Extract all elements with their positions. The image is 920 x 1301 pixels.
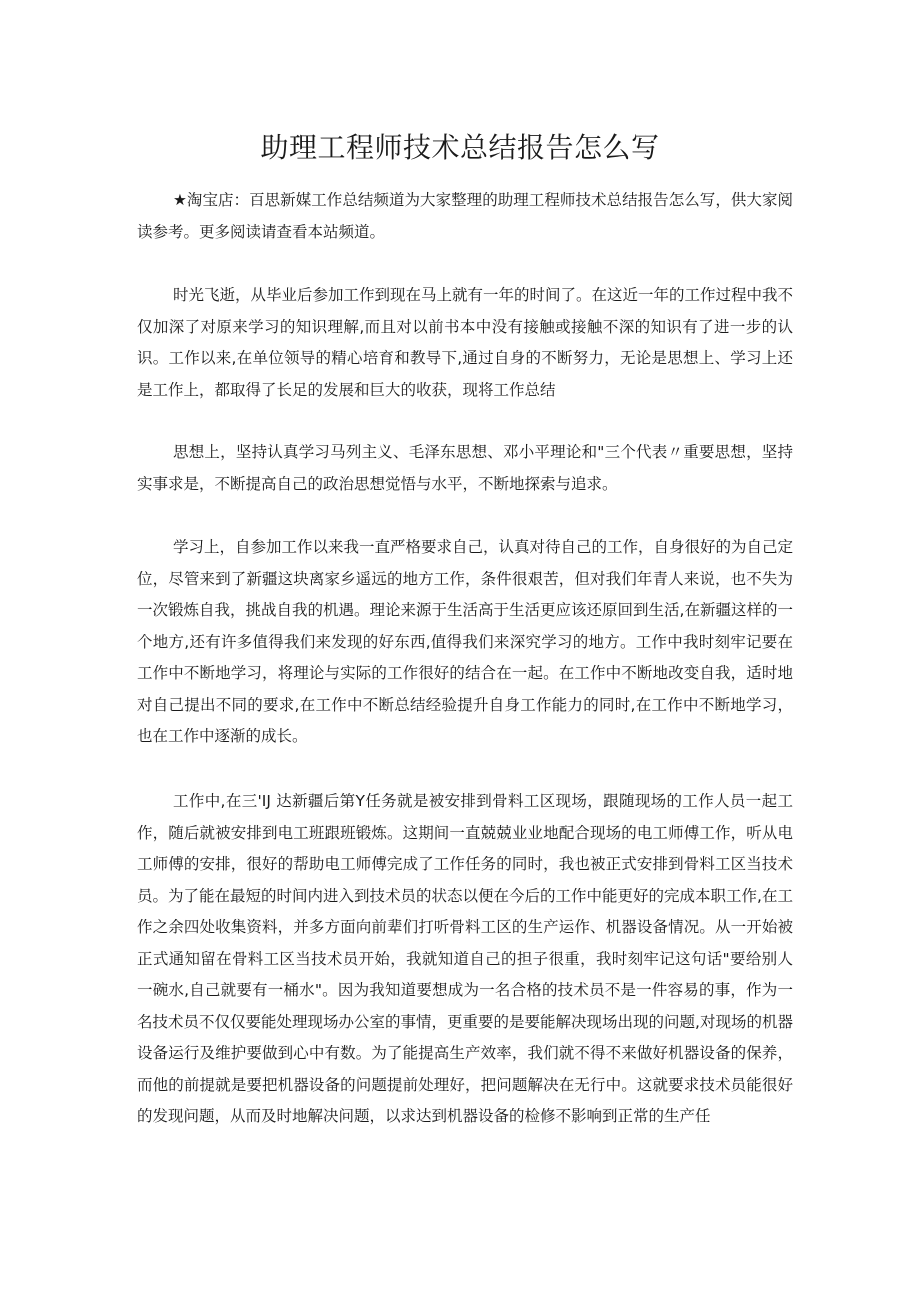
study-paragraph: 学习上，自参加工作以来我一直严格要求自己，认真对待自己的工作，自身很好的为自己定位，尽管来到了新疆这块离家乡遥远的地方工作，条件很艰苦，但对我们年青人来说，也不失为一次锻炼自我，挑战自我的机遇。理论来源于生活高于生活更应该还原回到生活,在新疆这样的一个地方,还有许多值得我们来发现的好东西,值得我们来深究学习的地方。工作中我时刻牢记要在工作中不断地学习，将理论与实际的工作很好的结合在一起。在工作中不断地改变自我，适时地对自己提出不同的要求,在工作中不断总结经验提升自身工作能力的同时,在工作中不断地学习，也在工作中逐渐的成长。 (137, 538, 794, 745)
document-title: 助理工程师技术总结报告怎么写 (260, 131, 660, 164)
work-paragraph: 工作中,在三'IJ 达新疆后第Y任务就是被安排到骨料工区现场，跟随现场的工作人员一起工作，随后就被安排到电工班跟班锻炼。这期间一直兢兢业业地配合现场的电工师傅工作，听从电工师傅的安排，很好的帮助电工师傅完成了工作任务的同时，我也被正式安排到骨料工区当技术员。为了能在最短的时间内进入到技术员的状态以便在今后的工作中能更好的完成本职工作,在工作之余四处收集资料，并多方面向前辈们打听骨料工区的生产运作、机器设备情况。从一开始被正式通知留在骨料工区当技术员开始，我就知道自己的担子很重，我时刻牢记这句话"要给别人一碗水,自己就要有一桶水"。因为我知道要想成为一名合格的技术员不是一件容易的事，作为一名技术员不仅仅要能处理现场办公室的事情，更重要的是要能解决现场出现的问题,对现场的机器设备运行及维护要做到心中有数。为了能提高生产效率，我们就不得不来做好机器设备的保养，而他的前提就是要把机器设备的问题提前处理好，把问题解决在无行中。这就要求技术员能很好的发现问题，从而及时地解决问题，以求达到机器设备的检修不影响到正常的生产任 (137, 792, 793, 1125)
ideology-paragraph: 思想上，坚持认真学习马列主义、毛泽东思想、邓小平理论和"三个代表〃重要思想，坚持实事求是，不断提高自己的政治思想觉悟与水平，不断地探索与追求。 (137, 443, 793, 493)
intro-paragraph: ★淘宝店：百思新媒工作总结频道为大家整理的助理工程师技术总结报告怎么写，供大家阅读参考。更多阅读请查看本站频道。 (137, 191, 793, 241)
overview-paragraph: 时光飞逝，从毕业后参加工作到现在马上就有一年的时间了。在这近一年的工作过程中我不仅加深了对原来学习的知识理解,而且对以前书本中没有接触或接触不深的知识有了进一步的认识。工作以来,在单位领导的精心培育和教导下,通过自身的不断努力，无论是思想上、学习上还是工作上，都取得了长足的发展和巨大的收获，现将工作总结 (137, 286, 794, 399)
